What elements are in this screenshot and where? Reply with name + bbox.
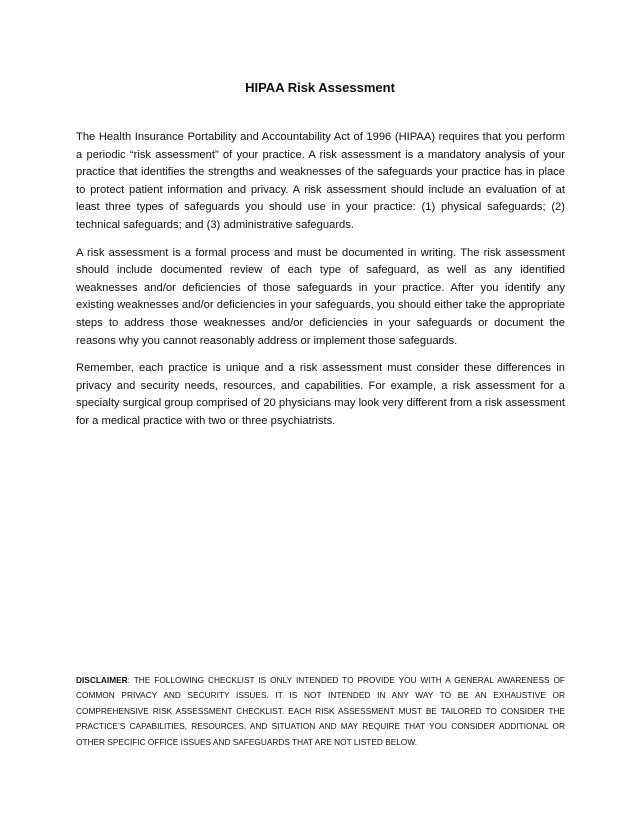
paragraph-process: A risk assessment is a formal process and must be documented in writing. The risk assessment should include documented review of each type of safeguard, as well as any identified weaknesses and/or deficiencies of those safeguards in your practice. After you identify any existing weaknesses and/or deficiencies in your safeguards, you should either take the appropriate steps to address those weaknesses and/or deficiencies in your safeguards or document the reasons why you cannot reasonably address or implement those safeguards. [76,246,565,347]
document-title: HIPAA Risk Assessment [245,80,395,95]
document-body [76,129,565,441]
disclaimer-text: : THE FOLLOWING CHECKLIST IS ONLY INTENDED TO PROVIDE YOU WITH A GENERAL AWARENESS OF COMMON PRIVACY AND SECURITY ISSUES. IT IS NOT INTENDED IN ANY WAY TO BE AN EXHAUSTIVE OR COMPREHENSIVE RISK ASSESSMENT CHECKLIST. EACH RISK ASSESSMENT MUST BE TAILORED TO CONSIDER THE PRACTICE’S CAPABILITIES, RESOURCES, AND SITUATION AND MAY REQUIRE THAT YOU CONSIDER ADDITIONAL OR OTHER SPECIFIC OFFICE ISSUES AND SAFEGUARDS THAT ARE NOT LISTED BELOW. [76,675,565,747]
disclaimer [76,673,565,750]
disclaimer-label: DISCLAIMER [76,675,128,685]
paragraph-practice-differences: Remember, each practice is unique and a risk assessment must consider these differences in privacy and security needs, resources, and capabilities. For example, a risk assessment for a specialty surgical group comprised of 20 physicians may look very different from a risk assessment for a medical practice with two or three psychiatrists. [76,362,565,427]
paragraph-intro: The Health Insurance Portability and Accountability Act of 1996 (HIPAA) requires that you perform a periodic “risk assessment” of your practice. A risk assessment is a mandatory analysis of your practice that identifies the strengths and weaknesses of the safeguards your practice has in place to protect patient information and privacy. A risk assessment should include an evaluation of at least three types of safeguards you should use in your practice: (1) physical safeguards; (2) technical safeguards; and (3) administrative safeguards. [76,131,565,231]
